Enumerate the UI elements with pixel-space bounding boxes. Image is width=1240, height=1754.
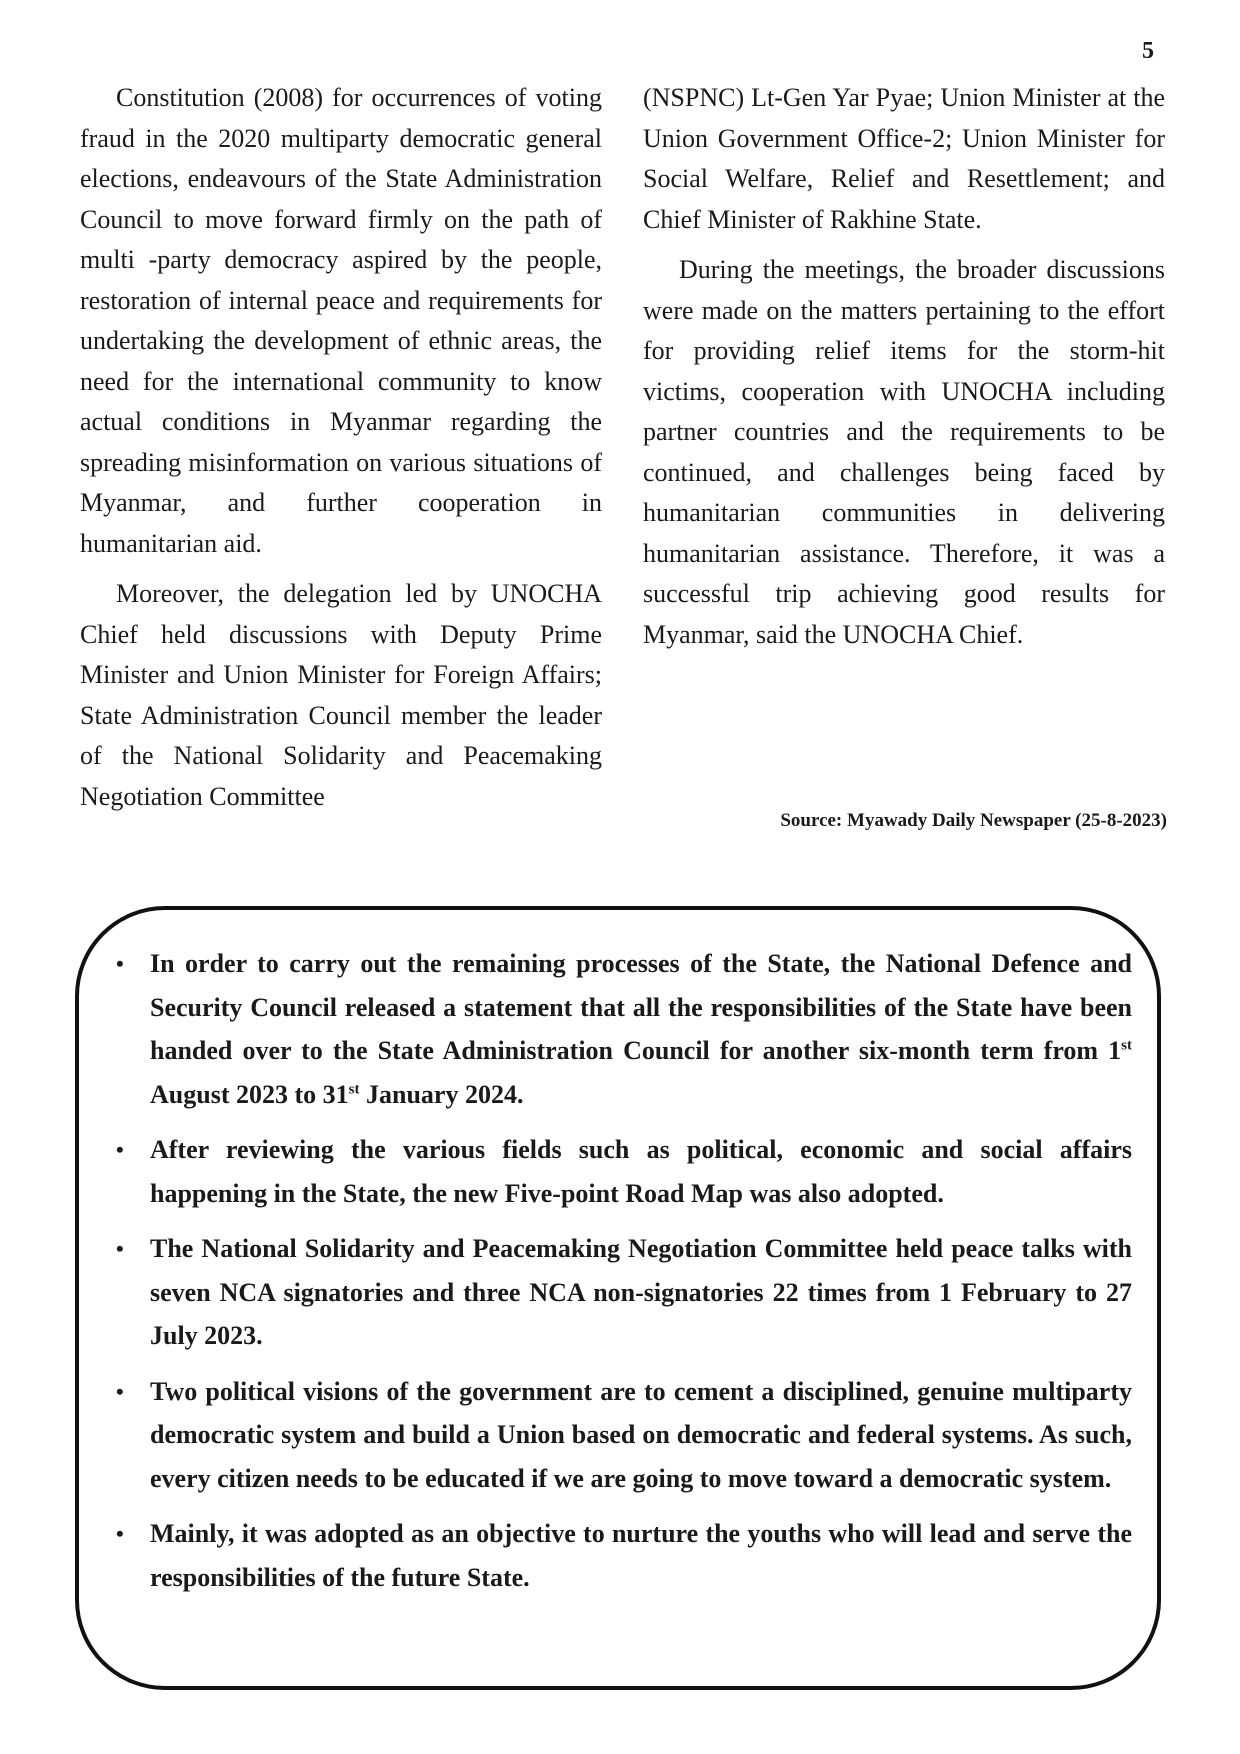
bullet-icon: • xyxy=(116,1378,124,1404)
right-paragraph-1: (NSPNC) Lt-Gen Yar Pyae; Union Minister at the Union Government Office-2; Union Minister for Social Welfare, Relief and Resettlement; and Chief Minister of Rakhine State. xyxy=(643,83,1165,234)
page-number: 5 xyxy=(1142,38,1154,64)
summary-item xyxy=(116,1512,1132,1599)
bullet-icon: • xyxy=(116,1137,124,1162)
summary-list xyxy=(116,942,1132,1611)
summary-item-text: Mainly, it was adopted as an objective to nurture the youths who will lead and serve the responsibilities of the future State. xyxy=(150,1519,1132,1592)
right-paragraph-2: During the meetings, the broader discussions were made on the matters pertaining to the effort for providing relief items for the storm-hit victims, cooperation with UNOCHA including partner countries and the requirements to be continued, and challenges being faced by humanitarian communities in delivering humanitarian assistance. Therefore, it was a successful trip achieving good results for Myanmar, said the UNOCHA Chief. xyxy=(643,255,1165,649)
bullet-icon: • xyxy=(116,1521,124,1546)
summary-item-text: After reviewing the various fields such as political, economic and social affairs happening in the State, the new Five-point Road Map was also adopted. xyxy=(150,1135,1132,1208)
summary-item-text: The National Solidarity and Peacemaking Negotiation Committee held peace talks with seven NCA signatories and three NCA non-signatories 22 times from 1 February to 27 July 2023. xyxy=(150,1234,1132,1350)
summary-item xyxy=(116,1128,1132,1215)
left-paragraph-1: Constitution (2008) for occurrences of voting fraud in the 2020 multiparty democratic general elections, endeavours of the State Administration Council to move forward firmly on the path of multi -party democracy aspired by the people, restoration of internal peace and requirements for undertaking the development of ethnic areas, the need for the international community to know actual conditions in Myanmar regarding the spreading misinformation on various situations of Myanmar, and further cooperation in humanitarian aid. xyxy=(80,83,602,558)
summary-item-text: In order to carry out the remaining processes of the State, the National Defence and Security Council released a statement that all the responsibilities of the State have been handed over to the State Administration Council for another six-month term from 1st August 2023 to 31st January 2024. xyxy=(150,949,1132,1109)
summary-item-text: Two political visions of the government are to cement a disciplined, genuine multiparty democratic system and build a Union based on democratic and federal systems. As such, every citizen needs to be educated if we are going to move toward a democratic system. xyxy=(150,1376,1132,1493)
right-column xyxy=(643,78,1165,665)
left-column xyxy=(80,78,602,827)
summary-item xyxy=(116,1370,1132,1501)
source-citation: Source: Myawady Daily Newspaper (25-8-2023) xyxy=(780,810,1167,831)
bullet-icon: • xyxy=(116,1236,124,1261)
bullet-icon: • xyxy=(116,951,124,976)
summary-item xyxy=(116,1227,1132,1358)
summary-item xyxy=(116,942,1132,1116)
left-paragraph-2: Moreover, the delegation led by UNOCHA Chief held discussions with Deputy Prime Minister and Union Minister for Foreign Affairs; State Administration Council member the leader of the National Solidarity and Peacemaking Negotiation Committee xyxy=(80,579,602,811)
